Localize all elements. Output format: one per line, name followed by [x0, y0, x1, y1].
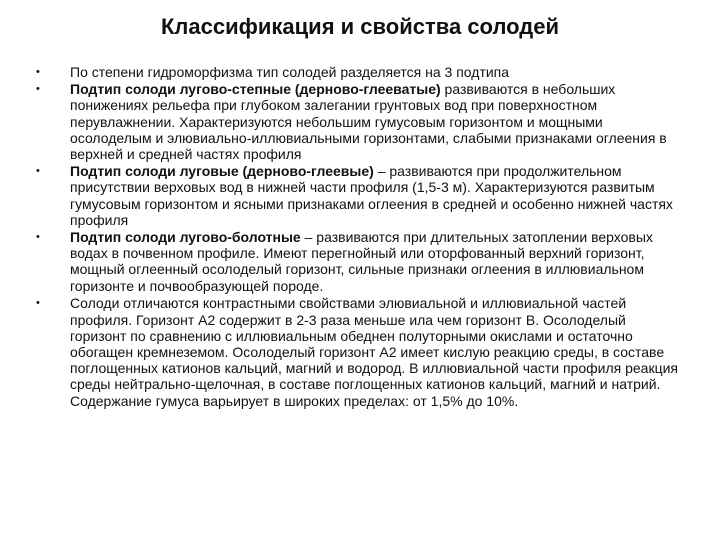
- bullet-item-lugovo-bolotnye: [36, 229, 684, 294]
- bullet-text: По степени гидроморфизма тип солодей разделяется на 3 подтипа: [70, 64, 510, 80]
- slide-title: Классификация и свойства солодей: [161, 14, 559, 39]
- bullet-text: Солоди отличаются контрастными свойствами элювиальной и иллювиальной частей профиля. Горизонт А2 содержит в 2-3 раза меньше ила чем горизонт В. Осолоделый горизонт по сравнению с иллювиальным обеднен полуторными окислами и остаточно обогащен кремнеземом. Осолоделый горизонт А2 имеет кислую реакцию среды, в составе поглощенных катионов кальций, магний и водород. В иллювиальной части профиля реакция среды нейтрально-щелочная, в составе поглощенных катионов кальций, магний и натрий. Содержание гумуса варьирует в широких пределах: от 1,5% до 10%.: [70, 295, 679, 409]
- bullet-item-lugovye: [36, 163, 684, 228]
- bullet-item-properties: [36, 295, 684, 408]
- bullet-dot: •: [36, 231, 40, 244]
- bullet-text: развиваются в небольших понижениях рельефа при глубоком залегании грунтовых вод при поверхностном перувлажнении. Характеризуются небольшим гумусовым горизонтом и мощными осолоделым и элювиально-иллювиальными горизонтами, слабыми признаками оглеения в верхней и средней частях профиля: [70, 81, 667, 163]
- bullet-text: – развиваются при продолжительном присутствии верховых вод в нижней части профиля (1,5-3 м). Характеризуются развитым гумусовым горизонтом и ясными признаками оглеения в средней и особенно нижней частях профиля: [70, 163, 673, 228]
- bullet-dot: •: [36, 297, 40, 310]
- bullet-dot: •: [36, 83, 40, 96]
- bullet-dot: •: [36, 66, 40, 78]
- bullet-dot: •: [36, 165, 40, 178]
- bullet-bold-text: Подтип солоди лугово-степные (дерново-глееватые): [70, 81, 441, 98]
- bullet-text: – развиваются при длительных затоплении верховых водах в почвенном профиле. Имеют перегнойный или оторфованный верхний горизонт, мощный оглеенный осолоделый горизонт, сильные признаки оглеения в иллювиальном горизонте и почвообразующей породе.: [70, 229, 653, 294]
- bullet-list: [36, 64, 684, 410]
- bullet-bold-text: Подтип солоди луговые (дерново-глеевые): [70, 163, 374, 180]
- bullet-bold-text: Подтип солоди лугово-болотные: [70, 229, 301, 246]
- bullet-item-subtype-intro: [36, 64, 684, 80]
- bullet-item-lugovo-stepnye: [36, 81, 684, 162]
